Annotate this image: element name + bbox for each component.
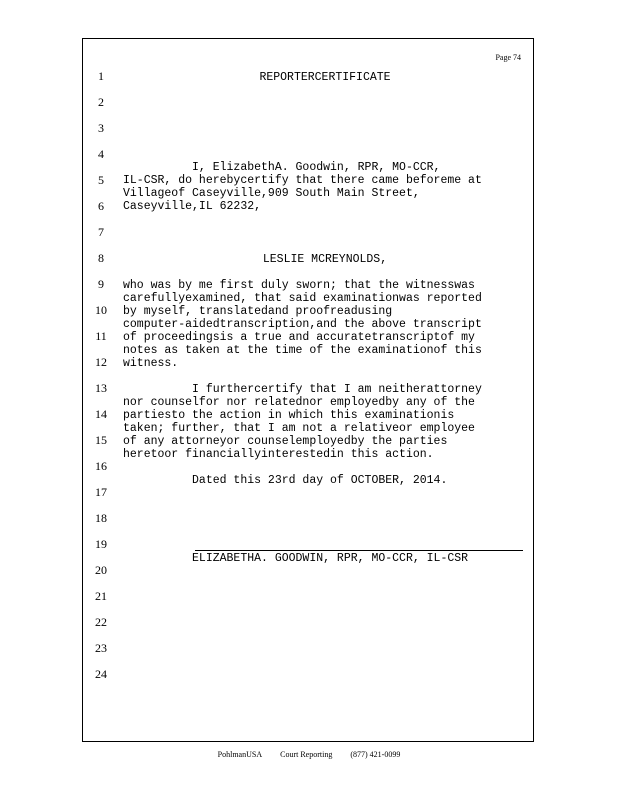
line-number: 1: [98, 69, 104, 83]
line-number: 20: [95, 563, 107, 577]
intro-line: IL-CSR, do herebycertify that there came beforeme at: [123, 174, 482, 187]
line-number: 19: [95, 537, 107, 551]
further-line: taken; further, that I am not a relativeor employee: [123, 422, 475, 435]
body-line: carefullyexamined, that said examinationwas reported: [123, 292, 482, 305]
footer-company: PohlmanUSA: [217, 750, 263, 759]
body-line: notes as taken at the time of the examinationof this: [123, 344, 482, 357]
further-line: I furthercertify that I am neitherattorney: [123, 383, 482, 396]
transcript-page: [82, 38, 534, 742]
line-number: 16: [95, 459, 107, 473]
intro-line: Caseyville,IL 62232,: [123, 200, 262, 213]
witness-name: LESLIE MCREYNOLDS,: [262, 253, 388, 266]
footer-phone: (877) 421-0099: [350, 750, 401, 759]
line-number: 4: [98, 147, 104, 161]
line-number: 7: [98, 225, 104, 239]
intro-line: I, ElizabethA. Goodwin, RPR, MO-CCR,: [123, 161, 441, 174]
line-number: 11: [95, 329, 107, 343]
line-number: 5: [98, 173, 104, 187]
line-number: 2: [98, 95, 104, 109]
line-number: 22: [95, 615, 107, 629]
further-line: of any attorneyor counselemployedby the parties: [123, 435, 448, 448]
page-number: Page 74: [495, 53, 521, 62]
line-number: 17: [95, 485, 107, 499]
line-number: 13: [95, 381, 107, 395]
line-number: 18: [95, 511, 107, 525]
footer-service: Court Reporting: [280, 750, 333, 759]
body-line: computer-aidedtranscription,and the above transcript: [123, 318, 482, 331]
body-line: by myself, translatedand proofreadusing: [123, 305, 393, 318]
body-line: who was by me first duly sworn; that the witnesswas: [123, 279, 475, 292]
signature-line: [195, 550, 523, 551]
line-number: 12: [95, 355, 107, 369]
line-number: 3: [98, 121, 104, 135]
further-line: nor counselfor nor relatednor employedby any of the: [123, 396, 475, 409]
body-line: of proceedingsis a true and accuratetranscriptof my: [123, 331, 475, 344]
further-line: heretoor financiallyinterestedin this action.: [123, 448, 434, 461]
body-line: witness.: [123, 357, 179, 370]
line-number: 10: [95, 303, 107, 317]
line-number: 9: [98, 277, 104, 291]
line-number: 15: [95, 433, 107, 447]
intro-line: Villageof Caseyville,909 South Main Street,: [123, 187, 420, 200]
line-number: 8: [98, 251, 104, 265]
line-number: 24: [95, 667, 107, 681]
line-number: 14: [95, 407, 107, 421]
page-footer: [0, 750, 618, 759]
line-number: 21: [95, 589, 107, 603]
dated-line: Dated this 23rd day of OCTOBER, 2014.: [123, 474, 448, 487]
certificate-title: REPORTERCERTIFICATE: [259, 71, 391, 84]
signature-name: ELIZABETHA. GOODWIN, RPR, MO-CCR, IL-CSR: [123, 552, 469, 565]
further-line: partiesto the action in which this examinationis: [123, 409, 455, 422]
line-number: 23: [95, 641, 107, 655]
line-number: 6: [98, 199, 104, 213]
